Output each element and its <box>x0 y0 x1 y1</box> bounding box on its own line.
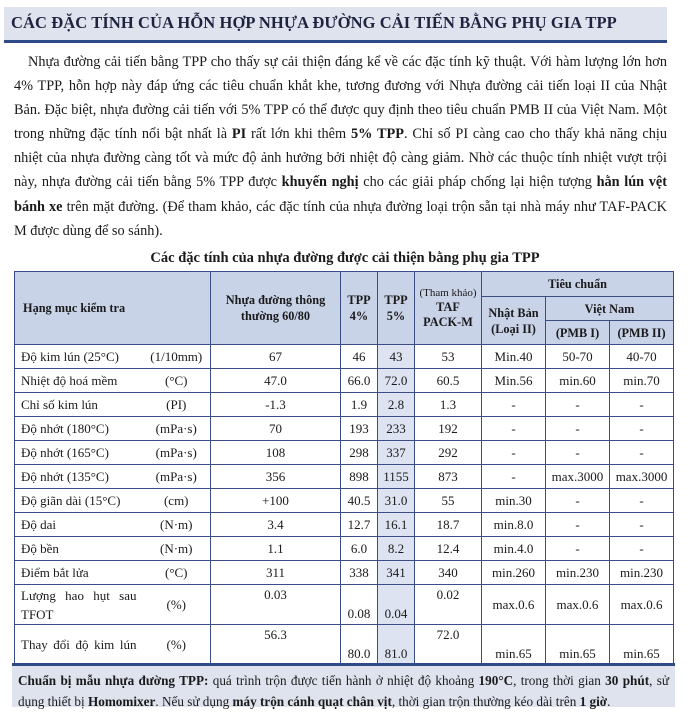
note-text-1: quá trình trộn được tiến hành ở nhiệt độ khoảng <box>208 673 479 688</box>
table-row: Điểm bắt lửa (°C) 311 338 341 340 min.260 min.230 min.230 <box>15 561 674 585</box>
header-tpp4: TPP 4% <box>341 272 378 345</box>
table-row: Độ nhớt (135°C) (mPa·s) 356 898 1155 873 - max.3000 max.3000 <box>15 465 674 489</box>
header-vietnam: Việt Nam <box>546 297 674 321</box>
note-bold-3: 30 phút <box>605 673 650 688</box>
table-row: Độ nhớt (165°C) (mPa·s) 108 298 337 292 - - - <box>15 441 674 465</box>
title-bar <box>4 7 667 43</box>
note-bold-6: 1 giờ <box>579 694 608 709</box>
table-caption: Các đặc tính của nhựa đường được cải thiện bằng phụ gia TPP <box>150 250 540 266</box>
table-row: Lượng hao hụt sau TFOT (%) 0.03 0.08 0.04 0.02 max.0.6 max.0.6 max.0.6 <box>15 585 674 625</box>
para-bold-pi: PI <box>231 126 247 143</box>
intro-paragraph <box>14 50 667 243</box>
para-text-2: rất lớn khi thêm <box>246 126 351 143</box>
header-japan: Nhật Bản (Loại II) <box>482 297 546 345</box>
header-item: Hạng mục kiểm tra <box>15 272 211 345</box>
note-bold-4: Homomixer <box>87 694 156 709</box>
para-text-3: . Chỉ số PI càng cao cho thấy khả năng chịu nhiệt của nhựa đường càng tốt và mức độ ảnh hưởng bởi nhiệt độ càng giảm. Nhờ các thuộc tính nhiệt vượt trội này, nhựa đường cải tiến bằng 5% TPP được <box>14 126 667 191</box>
para-text-5: trên mặt đường. (Để tham khảo, các đặc tính của nhựa đường loại trộn sẵn tại nhà máy như TAF-PACK M được dùng để so sánh). <box>14 198 667 239</box>
header-taf: (Tham khảo) TAF PACK-M <box>415 272 482 345</box>
page-title: CÁC ĐẶC TÍNH CỦA HỖN HỢP NHỰA ĐƯỜNG CẢI TIẾN BẰNG PHỤ GIA TPP <box>11 13 617 32</box>
table-row: Nhiệt độ hoá mềm (°C) 47.0 66.0 72.0 60.5 Min.56 min.60 min.70 <box>15 369 674 393</box>
para-text-1: Nhựa đường cải tiến bằng TPP cho thấy sự cải thiện đáng kể về các đặc tính kỹ thuật. Với hàm lượng lớn hơn 4% TPP, hỗn hợp này đáp ứng các tiêu chuẩn khắt khe, tương đương với Nhựa đường cải tiến loại II của Nhật Bản. Đặc biệt, nhựa đường cải tiến với 5% TPP có thể được quy định theo tiêu chuẩn PMB II của Việt Nam. Một trong những đặc tính nổi bật nhất là <box>14 54 667 143</box>
header-normal: Nhựa đường thông thường 60/80 <box>211 272 341 345</box>
properties-table <box>14 271 674 665</box>
note-bold-5: máy trộn cánh quạt chân vịt <box>232 694 392 709</box>
note-text-5: , thời gian trộn thường kéo dài trên <box>391 694 580 709</box>
table-row: Độ kim lún (25°C) (1/10mm) 67 46 43 53 Min.40 50-70 40-70 <box>15 345 674 369</box>
table-row: Thay đổi độ kim lún (%) 56.3 80.0 81.0 72.0 min.65 min.65 min.65 <box>15 625 674 665</box>
sample-prep-note <box>12 663 675 707</box>
note-text-6: . <box>607 694 611 709</box>
note-bold-2: 190°C <box>478 673 514 688</box>
para-bold-recommend: khuyến nghị <box>281 174 359 191</box>
note-text-3: , sử dụng thiết bị <box>18 673 669 709</box>
table-row: Độ nhớt (180°C) (mPa·s) 70 193 233 192 - - - <box>15 417 674 441</box>
para-text-4: cho các giải pháp chống lại hiện tượng <box>358 174 597 191</box>
header-pmb1: (PMB I) <box>546 321 610 345</box>
note-text-4: . Nếu sử dụng <box>155 694 233 709</box>
para-bold-5tpp: 5% TPP <box>350 126 404 143</box>
header-tpp5: TPP 5% <box>378 272 415 345</box>
header-pmb2: (PMB II) <box>610 321 674 345</box>
table-row: Chỉ số kim lún (PI) -1.3 1.9 2.8 1.3 - - - <box>15 393 674 417</box>
para-bold-rutting: hằn lún vệt bánh xe <box>14 174 667 215</box>
note-bold-1: Chuẩn bị mẫu nhựa đường TPP: <box>18 673 209 688</box>
table-row: Độ bền (N·m) 1.1 6.0 8.2 12.4 min.4.0 - - <box>15 537 674 561</box>
table-row: Độ giãn dài (15°C) (cm) +100 40.5 31.0 55 min.30 - - <box>15 489 674 513</box>
header-standard: Tiêu chuẩn <box>482 272 674 297</box>
table-row: Độ dai (N·m) 3.4 12.7 16.1 18.7 min.8.0 - - <box>15 513 674 537</box>
note-text-2: , trong thời gian <box>513 673 606 688</box>
